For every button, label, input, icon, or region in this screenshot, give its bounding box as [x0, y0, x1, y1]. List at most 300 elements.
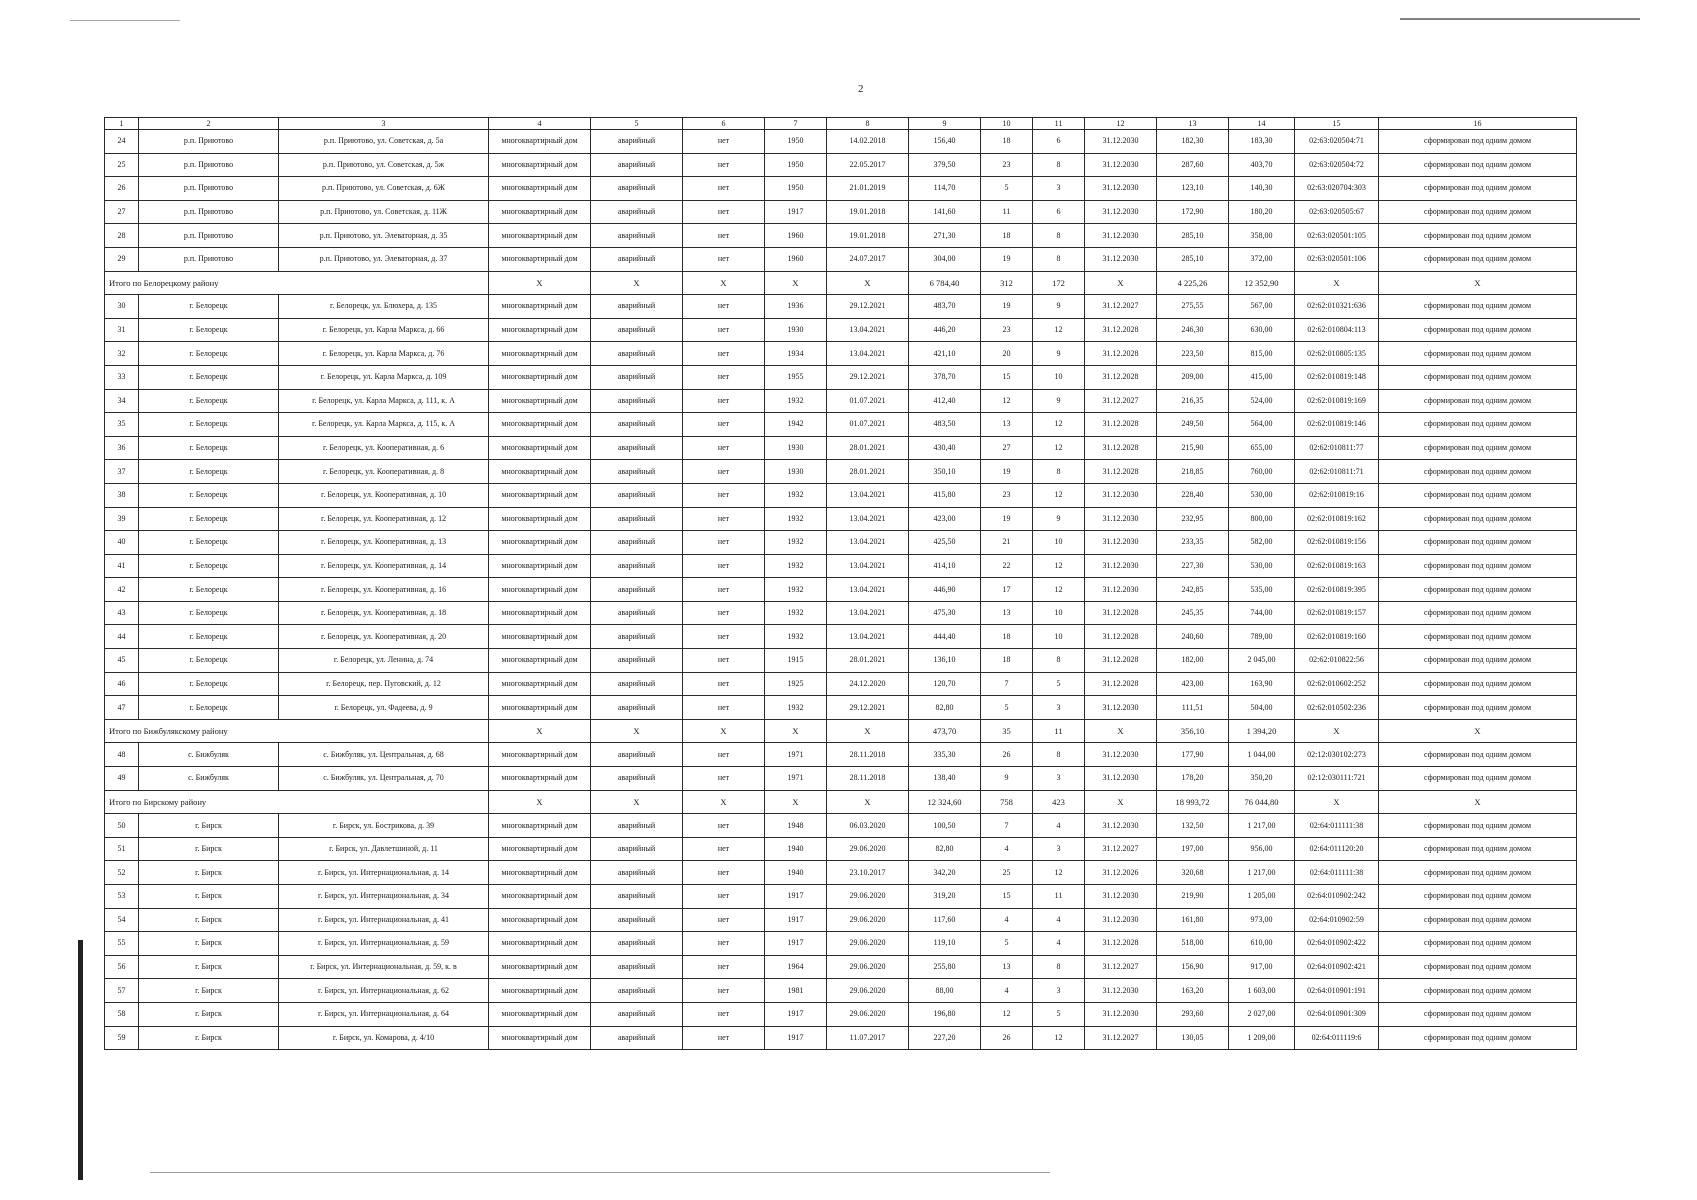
table-cell: 19.01.2018	[827, 224, 909, 248]
table-cell: 524,00	[1229, 389, 1295, 413]
table-cell: 215,90	[1157, 436, 1229, 460]
table-cell: аварийный	[591, 153, 683, 177]
table-cell: 1932	[765, 578, 827, 602]
table-cell: аварийный	[591, 483, 683, 507]
table-cell: 31.12.2027	[1085, 837, 1157, 861]
table-cell: 483,70	[909, 295, 981, 319]
table-cell: г. Бирск, ул. Интернациональная, д. 59	[279, 932, 489, 956]
table-cell: г. Бирск	[139, 1002, 279, 1026]
table-cell: 415,80	[909, 483, 981, 507]
table-cell: 25	[105, 153, 139, 177]
table-cell: сформирован под одним домом	[1379, 578, 1577, 602]
table-row	[105, 200, 1577, 224]
table-cell: 233,35	[1157, 531, 1229, 555]
table-cell: многоквартирный дом	[489, 861, 591, 885]
table-cell: многоквартирный дом	[489, 979, 591, 1003]
table-cell: г. Белорецк, ул. Блюхера, д. 135	[279, 295, 489, 319]
table-cell: многоквартирный дом	[489, 436, 591, 460]
table-cell: 21.01.2019	[827, 177, 909, 201]
table-cell: 36	[105, 436, 139, 460]
table-cell: X	[827, 719, 909, 743]
column-number-cell: 15	[1295, 118, 1379, 130]
table-cell: г. Бирск, ул. Давлетшиной, д. 11	[279, 837, 489, 861]
table-cell: 378,70	[909, 365, 981, 389]
table-cell: 8	[1033, 247, 1085, 271]
table-cell: 31.12.2030	[1085, 979, 1157, 1003]
table-cell: нет	[683, 531, 765, 555]
table-cell: 240,60	[1157, 625, 1229, 649]
table-cell: 6	[1033, 200, 1085, 224]
table-row	[105, 885, 1577, 909]
table-cell: 23	[981, 318, 1033, 342]
table-cell: 9	[981, 767, 1033, 791]
table-cell: 28.01.2021	[827, 649, 909, 673]
table-cell: 76 044,80	[1229, 790, 1295, 814]
table-cell: 582,00	[1229, 531, 1295, 555]
table-cell: 37	[105, 460, 139, 484]
table-cell: г. Белорецк, ул. Кооперативная, д. 6	[279, 436, 489, 460]
table-cell: нет	[683, 932, 765, 956]
table-cell: многоквартирный дом	[489, 153, 591, 177]
table-cell: многоквартирный дом	[489, 932, 591, 956]
table-cell: 414,10	[909, 554, 981, 578]
table-cell: X	[765, 719, 827, 743]
table-cell: 53	[105, 885, 139, 909]
table-cell: 02:63:020501:106	[1295, 247, 1379, 271]
table-cell: 43	[105, 601, 139, 625]
table-cell: 163,90	[1229, 672, 1295, 696]
table-cell: г. Белорецк, ул. Фадеева, д. 9	[279, 696, 489, 720]
table-row	[105, 649, 1577, 673]
table-cell: 209,00	[1157, 365, 1229, 389]
table-cell: г. Белорецк	[139, 672, 279, 696]
table-cell: 02:62:010602:252	[1295, 672, 1379, 696]
table-cell: 156,90	[1157, 955, 1229, 979]
table-cell: 196,80	[909, 1002, 981, 1026]
table-cell: 1 217,00	[1229, 814, 1295, 838]
table-cell: X	[489, 719, 591, 743]
table-cell: 1971	[765, 767, 827, 791]
table-cell: сформирован под одним домом	[1379, 908, 1577, 932]
table-cell: сформирован под одним домом	[1379, 153, 1577, 177]
table-cell: 1925	[765, 672, 827, 696]
table-cell: 4	[1033, 932, 1085, 956]
table-cell: г. Белорецк, ул. Карла Маркса, д. 66	[279, 318, 489, 342]
table-cell: 12	[1033, 861, 1085, 885]
table-cell: 255,80	[909, 955, 981, 979]
table-cell: г. Белорецк, ул. Кооперативная, д. 20	[279, 625, 489, 649]
table-cell: 30	[105, 295, 139, 319]
table-cell: 114,70	[909, 177, 981, 201]
table-cell: X	[591, 719, 683, 743]
table-cell: X	[765, 790, 827, 814]
table-cell: 5	[981, 177, 1033, 201]
table-row	[105, 1026, 1577, 1050]
table-cell: 350,20	[1229, 767, 1295, 791]
housing-table	[104, 117, 1577, 1050]
table-cell: 12	[1033, 483, 1085, 507]
table-cell: нет	[683, 247, 765, 271]
table-cell: 10	[1033, 625, 1085, 649]
table-cell: нет	[683, 224, 765, 248]
table-cell: 358,00	[1229, 224, 1295, 248]
table-cell: аварийный	[591, 1002, 683, 1026]
table-row	[105, 601, 1577, 625]
table-cell: аварийный	[591, 1026, 683, 1050]
table-cell: 21	[981, 531, 1033, 555]
table-cell: 26	[981, 1026, 1033, 1050]
table-row	[105, 177, 1577, 201]
table-cell: 504,00	[1229, 696, 1295, 720]
table-cell: 31.12.2030	[1085, 578, 1157, 602]
table-cell: г. Белорецк	[139, 436, 279, 460]
table-cell: 182,00	[1157, 649, 1229, 673]
table-cell: 31.12.2030	[1085, 177, 1157, 201]
table-cell: 1917	[765, 200, 827, 224]
table-cell: многоквартирный дом	[489, 743, 591, 767]
table-cell: г. Бирск, ул. Интернациональная, д. 34	[279, 885, 489, 909]
table-cell: 100,50	[909, 814, 981, 838]
table-cell: 1981	[765, 979, 827, 1003]
table-cell: многоквартирный дом	[489, 365, 591, 389]
table-cell: 287,60	[1157, 153, 1229, 177]
table-cell: 13.04.2021	[827, 531, 909, 555]
table-cell: многоквартирный дом	[489, 224, 591, 248]
table-cell: сформирован под одним домом	[1379, 342, 1577, 366]
district-total-row	[105, 790, 1577, 814]
table-cell: 31.12.2030	[1085, 814, 1157, 838]
table-cell: 13.04.2021	[827, 318, 909, 342]
table-cell: многоквартирный дом	[489, 507, 591, 531]
table-cell: 815,00	[1229, 342, 1295, 366]
table-cell: 415,00	[1229, 365, 1295, 389]
table-cell: 02:64:010902:59	[1295, 908, 1379, 932]
table-cell: 379,50	[909, 153, 981, 177]
table-cell: 31	[105, 318, 139, 342]
column-number-cell: 6	[683, 118, 765, 130]
table-cell: 02:64:011120:20	[1295, 837, 1379, 861]
table-cell: 475,30	[909, 601, 981, 625]
table-cell: 1960	[765, 247, 827, 271]
table-cell: аварийный	[591, 837, 683, 861]
table-cell: нет	[683, 413, 765, 437]
table-cell: 1 205,00	[1229, 885, 1295, 909]
table-cell: 293,60	[1157, 1002, 1229, 1026]
table-row	[105, 814, 1577, 838]
table-cell: г. Белорецк	[139, 295, 279, 319]
table-cell: 5	[1033, 672, 1085, 696]
table-cell: 19	[981, 295, 1033, 319]
table-cell: 19	[981, 460, 1033, 484]
table-cell: 02:62:010819:148	[1295, 365, 1379, 389]
table-cell: 1932	[765, 483, 827, 507]
table-cell: сформирован под одним домом	[1379, 507, 1577, 531]
table-cell: 11	[1033, 719, 1085, 743]
table-cell: 917,00	[1229, 955, 1295, 979]
table-cell: 33	[105, 365, 139, 389]
column-number-cell: 11	[1033, 118, 1085, 130]
table-cell: 29.06.2020	[827, 932, 909, 956]
table-cell: многоквартирный дом	[489, 554, 591, 578]
table-cell: 29.12.2021	[827, 696, 909, 720]
table-cell: 132,50	[1157, 814, 1229, 838]
table-cell: 444,40	[909, 625, 981, 649]
column-number-cell: 9	[909, 118, 981, 130]
table-cell: 31.12.2028	[1085, 342, 1157, 366]
table-cell: сформирован под одним домом	[1379, 672, 1577, 696]
table-cell: 1932	[765, 625, 827, 649]
table-cell: аварийный	[591, 885, 683, 909]
table-cell: г. Бирск	[139, 861, 279, 885]
table-cell: 02:62:010819:146	[1295, 413, 1379, 437]
table-cell: сформирован под одним домом	[1379, 601, 1577, 625]
table-cell: аварийный	[591, 365, 683, 389]
table-cell: 55	[105, 932, 139, 956]
table-cell: 1971	[765, 743, 827, 767]
table-cell: 1940	[765, 861, 827, 885]
table-cell: г. Белорецк	[139, 342, 279, 366]
district-total-label: Итого по Белорецкому району	[105, 271, 489, 295]
table-cell: 34	[105, 389, 139, 413]
table-cell: г. Бирск, ул. Интернациональная, д. 41	[279, 908, 489, 932]
table-cell: нет	[683, 767, 765, 791]
table-row	[105, 365, 1577, 389]
table-cell: 27	[981, 436, 1033, 460]
table-cell: 3	[1033, 979, 1085, 1003]
table-cell: многоквартирный дом	[489, 696, 591, 720]
table-cell: X	[1085, 790, 1157, 814]
table-cell: 29.06.2020	[827, 1002, 909, 1026]
table-row	[105, 389, 1577, 413]
table-row	[105, 625, 1577, 649]
table-cell: нет	[683, 672, 765, 696]
table-cell: 1964	[765, 955, 827, 979]
table-cell: 2 045,00	[1229, 649, 1295, 673]
column-number-cell: 16	[1379, 118, 1577, 130]
table-cell: 31.12.2030	[1085, 908, 1157, 932]
table-cell: г. Белорецк	[139, 507, 279, 531]
table-cell: г. Белорецк	[139, 460, 279, 484]
table-cell: 1936	[765, 295, 827, 319]
table-cell: 11	[981, 200, 1033, 224]
table-cell: 02:62:010321:636	[1295, 295, 1379, 319]
table-cell: 163,20	[1157, 979, 1229, 1003]
table-cell: 54	[105, 908, 139, 932]
table-cell: нет	[683, 389, 765, 413]
table-cell: нет	[683, 814, 765, 838]
table-cell: многоквартирный дом	[489, 460, 591, 484]
table-cell: многоквартирный дом	[489, 908, 591, 932]
table-cell: многоквартирный дом	[489, 1026, 591, 1050]
table-cell: 02:62:010822:56	[1295, 649, 1379, 673]
table-cell: 31.12.2028	[1085, 649, 1157, 673]
table-cell: сформирован под одним домом	[1379, 837, 1577, 861]
table-cell: 13	[981, 413, 1033, 437]
table-cell: сформирован под одним домом	[1379, 224, 1577, 248]
table-cell: аварийный	[591, 247, 683, 271]
table-cell: многоквартирный дом	[489, 318, 591, 342]
table-cell: 473,70	[909, 719, 981, 743]
table-cell: г. Белорецк, ул. Кооперативная, д. 13	[279, 531, 489, 555]
table-cell: нет	[683, 365, 765, 389]
table-cell: 02:64:010902:422	[1295, 932, 1379, 956]
table-cell: 02:62:010819:160	[1295, 625, 1379, 649]
table-cell: 12	[981, 1002, 1033, 1026]
table-cell: 29.12.2021	[827, 365, 909, 389]
table-cell: нет	[683, 625, 765, 649]
table-cell: X	[489, 271, 591, 295]
table-cell: 535,00	[1229, 578, 1295, 602]
table-cell: 82,80	[909, 696, 981, 720]
table-cell: X	[1295, 790, 1379, 814]
table-cell: 12	[1033, 413, 1085, 437]
table-cell: 218,85	[1157, 460, 1229, 484]
table-cell: 31.12.2030	[1085, 743, 1157, 767]
table-cell: с. Бижбуляк, ул. Центральная, д. 70	[279, 767, 489, 791]
table-cell: 1932	[765, 554, 827, 578]
table-cell: 4	[1033, 908, 1085, 932]
table-cell: аварийный	[591, 531, 683, 555]
table-cell: 02:63:020505:67	[1295, 200, 1379, 224]
table-cell: 39	[105, 507, 139, 531]
table-cell: X	[591, 271, 683, 295]
table-cell: г. Белорецк	[139, 413, 279, 437]
table-cell: г. Белорецк, ул. Кооперативная, д. 12	[279, 507, 489, 531]
table-cell: 216,35	[1157, 389, 1229, 413]
table-cell: 28.11.2018	[827, 767, 909, 791]
table-cell: р.п. Приютово	[139, 130, 279, 154]
table-cell: аварийный	[591, 177, 683, 201]
table-cell: 1955	[765, 365, 827, 389]
table-cell: нет	[683, 601, 765, 625]
table-cell: 12	[1033, 1026, 1085, 1050]
table-cell: г. Белорецк	[139, 531, 279, 555]
table-cell: 27	[105, 200, 139, 224]
table-cell: 9	[1033, 389, 1085, 413]
table-cell: 57	[105, 979, 139, 1003]
table-cell: нет	[683, 436, 765, 460]
table-cell: сформирован под одним домом	[1379, 649, 1577, 673]
table-cell: 141,60	[909, 200, 981, 224]
table-cell: сформирован под одним домом	[1379, 531, 1577, 555]
table-row	[105, 130, 1577, 154]
table-cell: 31.12.2030	[1085, 200, 1157, 224]
table-cell: аварийный	[591, 649, 683, 673]
table-cell: 1940	[765, 837, 827, 861]
table-cell: 1930	[765, 460, 827, 484]
table-cell: X	[1295, 719, 1379, 743]
table-cell: 31.12.2030	[1085, 767, 1157, 791]
table-cell: г. Бирск, ул. Интернациональная, д. 59, к. в	[279, 955, 489, 979]
table-cell: 11	[1033, 885, 1085, 909]
column-number-cell: 10	[981, 118, 1033, 130]
table-cell: X	[827, 790, 909, 814]
table-cell: с. Бижбуляк, ул. Центральная, д. 68	[279, 743, 489, 767]
table-cell: р.п. Приютово, ул. Элеваторная, д. 35	[279, 224, 489, 248]
table-cell: 219,90	[1157, 885, 1229, 909]
table-cell: 6 784,40	[909, 271, 981, 295]
table-cell: 02:62:010811:77	[1295, 436, 1379, 460]
table-cell: 13.04.2021	[827, 625, 909, 649]
table-cell: 956,00	[1229, 837, 1295, 861]
table-cell: аварийный	[591, 625, 683, 649]
table-cell: 02:62:010805:135	[1295, 342, 1379, 366]
table-cell: 8	[1033, 955, 1085, 979]
table-cell: аварийный	[591, 436, 683, 460]
table-cell: нет	[683, 200, 765, 224]
table-cell: 800,00	[1229, 507, 1295, 531]
table-cell: 1932	[765, 507, 827, 531]
table-cell: 119,10	[909, 932, 981, 956]
table-cell: 29.12.2021	[827, 295, 909, 319]
table-cell: аварийный	[591, 295, 683, 319]
column-number-cell: 14	[1229, 118, 1295, 130]
table-cell: 136,10	[909, 649, 981, 673]
table-cell: 01.07.2021	[827, 413, 909, 437]
table-cell: нет	[683, 483, 765, 507]
table-cell: 31.12.2030	[1085, 507, 1157, 531]
table-cell: X	[1085, 719, 1157, 743]
table-cell: 10	[1033, 365, 1085, 389]
table-cell: 285,10	[1157, 224, 1229, 248]
table-row	[105, 224, 1577, 248]
table-row	[105, 908, 1577, 932]
table-cell: г. Бирск, ул. Бострикова, д. 39	[279, 814, 489, 838]
table-cell: 24.12.2020	[827, 672, 909, 696]
table-cell: р.п. Приютово	[139, 247, 279, 271]
table-cell: нет	[683, 743, 765, 767]
table-cell: 1 217,00	[1229, 861, 1295, 885]
table-cell: р.п. Приютово, ул. Советская, д. 5а	[279, 130, 489, 154]
table-cell: 31.12.2030	[1085, 483, 1157, 507]
table-cell: нет	[683, 885, 765, 909]
table-cell: многоквартирный дом	[489, 531, 591, 555]
table-cell: 02:63:020504:72	[1295, 153, 1379, 177]
table-cell: 12	[1033, 436, 1085, 460]
table-cell: нет	[683, 507, 765, 531]
table-cell: 35	[981, 719, 1033, 743]
table-cell: 5	[981, 932, 1033, 956]
table-cell: сформирован под одним домом	[1379, 130, 1577, 154]
table-cell: с. Бижбуляк	[139, 743, 279, 767]
table-cell: 372,00	[1229, 247, 1295, 271]
table-cell: сформирован под одним домом	[1379, 885, 1577, 909]
table-cell: 178,20	[1157, 767, 1229, 791]
table-cell: 319,20	[909, 885, 981, 909]
table-cell: 29.06.2020	[827, 885, 909, 909]
table-cell: 02:62:010819:16	[1295, 483, 1379, 507]
table-cell: г. Белорецк	[139, 554, 279, 578]
table-cell: 10	[1033, 531, 1085, 555]
table-cell: г. Белорецк	[139, 483, 279, 507]
table-cell: 423	[1033, 790, 1085, 814]
table-cell: г. Бирск	[139, 955, 279, 979]
table-cell: 11.07.2017	[827, 1026, 909, 1050]
table-cell: X	[1379, 271, 1577, 295]
table-cell: 13.04.2021	[827, 483, 909, 507]
table-cell: 20	[981, 342, 1033, 366]
table-cell: 320,68	[1157, 861, 1229, 885]
table-row	[105, 436, 1577, 460]
table-cell: 275,55	[1157, 295, 1229, 319]
table-row	[105, 483, 1577, 507]
table-cell: 23	[981, 153, 1033, 177]
table-cell: р.п. Приютово, ул. Советская, д. 5ж	[279, 153, 489, 177]
table-cell: 271,30	[909, 224, 981, 248]
table-cell: сформирован под одним домом	[1379, 413, 1577, 437]
table-cell: 48	[105, 743, 139, 767]
table-cell: 1917	[765, 908, 827, 932]
